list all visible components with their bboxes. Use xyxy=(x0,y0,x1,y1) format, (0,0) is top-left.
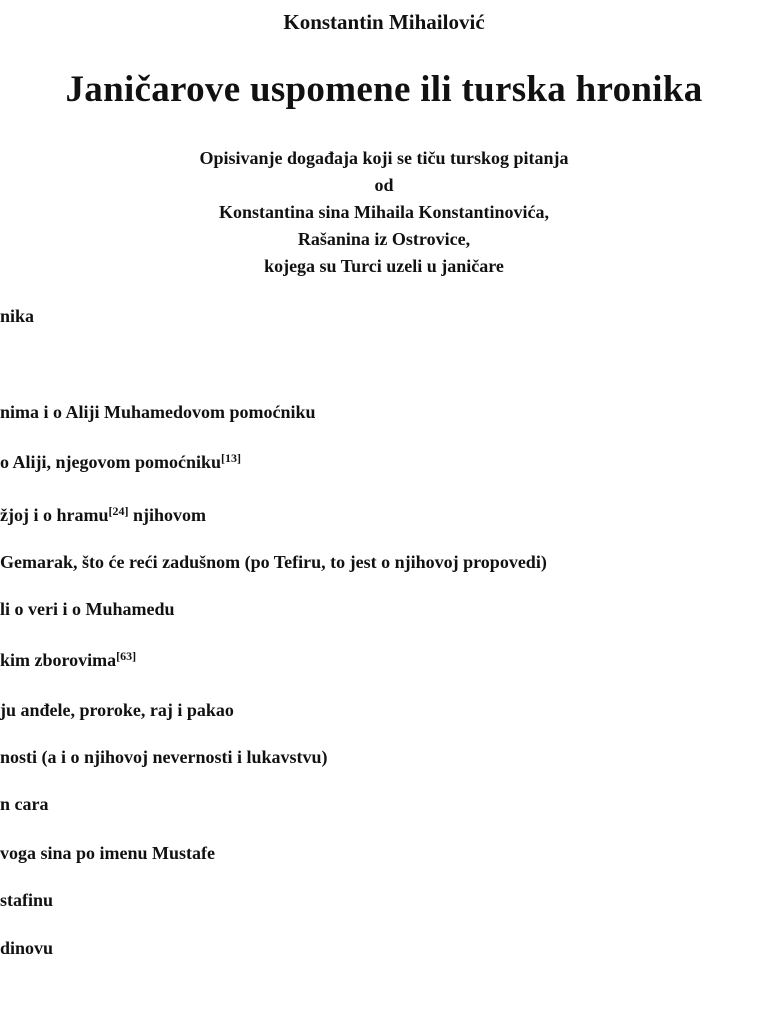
toc-link[interactable] xyxy=(0,452,241,473)
toc-link-text: dinovu xyxy=(0,938,54,958)
toc-link-text: njihovom xyxy=(128,505,206,525)
toc-link-text: voga sina po imenu Mustafe xyxy=(0,843,216,863)
toc-link-text: o Aliji, njegovom pomoćniku xyxy=(0,452,222,472)
toc-link[interactable] xyxy=(0,794,49,815)
toc-link[interactable] xyxy=(0,306,34,327)
toc-link[interactable] xyxy=(0,890,53,911)
toc-link-text: nosti (a i o njihovoj nevernosti i lukavstvu) xyxy=(0,747,328,767)
document-title: Janičarove uspomene ili turska hronika xyxy=(65,69,703,110)
toc-link[interactable] xyxy=(0,938,53,959)
subtitle-line: kojega su Turci uzeli u janičare xyxy=(264,256,504,276)
toc-link[interactable] xyxy=(0,552,547,573)
toc-link[interactable] xyxy=(0,505,206,526)
toc-link[interactable] xyxy=(0,402,316,423)
footnote-reference[interactable]: [24] xyxy=(108,505,129,518)
toc-link-text: Gemarak, što će reći zadušnom (po Tefiru, to jest o njihovoj propovedi) xyxy=(0,552,547,572)
footnote-reference[interactable]: [13] xyxy=(221,452,242,465)
footnote-reference[interactable]: [63] xyxy=(116,650,137,663)
toc-link-text: žjoj i o hramu xyxy=(0,505,109,525)
subtitle-line: Rašanina iz Ostrovice, xyxy=(297,229,471,249)
toc-link-text: kim zborovima xyxy=(0,650,117,670)
subtitle-line: Opisivanje događaja koji se tiču turskog pitanja xyxy=(199,148,569,168)
toc-link[interactable] xyxy=(0,650,136,671)
toc-link-text: li o veri i o Muhamedu xyxy=(0,599,175,619)
toc-link-text: nika xyxy=(0,306,35,326)
toc-link[interactable] xyxy=(0,700,234,721)
toc-link-text: nima i o Aliji Muhamedovom pomoćniku xyxy=(0,402,316,422)
toc-link[interactable] xyxy=(0,599,175,620)
toc-link-text: ju anđele, proroke, raj i pakao xyxy=(0,700,234,720)
toc-link-text: n cara xyxy=(0,794,49,814)
subtitle-line: od xyxy=(374,175,394,195)
toc-link[interactable] xyxy=(0,747,328,768)
subtitle-line: Konstantina sina Mihaila Konstantinovića, xyxy=(218,202,550,222)
toc-link[interactable] xyxy=(0,843,215,864)
toc-link-text: stafinu xyxy=(0,890,54,910)
author-name: Konstantin Mihailović xyxy=(283,10,485,34)
